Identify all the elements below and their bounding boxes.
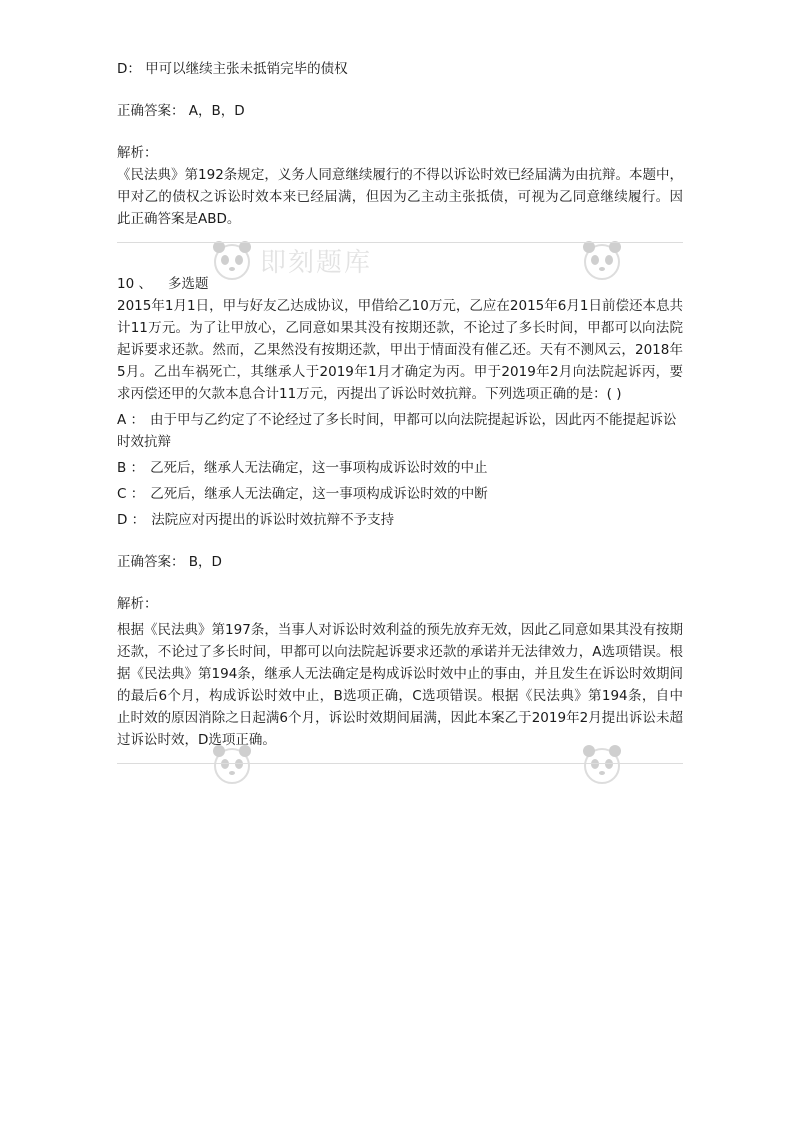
option-a-letter: A ： bbox=[117, 412, 145, 428]
option-c-text: 乙死后，继承人无法确定，这一事项构成诉讼时效的中断 bbox=[150, 486, 488, 502]
option-a-text: 由于甲与乙约定了不论经过了多长时间，甲都可以向法院提起诉讼，因此丙不能提起诉讼时效抗辩 bbox=[117, 412, 677, 450]
option-b-letter: B ： bbox=[117, 460, 145, 476]
prev-answer-value: A，B，D bbox=[188, 103, 245, 119]
analysis-label: 解析： bbox=[117, 596, 158, 612]
option-d-text: 法院应对丙提出的诉讼时效抗辩不予支持 bbox=[151, 512, 395, 528]
analysis-text: 根据《民法典》第197条，当事人对诉讼时效利益的预先放弃无效，因此乙同意如果其没有按期还款，不论过了多长时间，甲都可以向法院起诉要求还款的承诺并无法律效力，A选项错误。根据《民法典》第194条，继承人无法确定是构成诉讼时效中止的事由，并且发生在诉讼时效期间的最后6个月，构成诉讼时效中止，B选项正确，C选项错误。根据《民法典》第194条，自中止时效的原因消除之日起满6个月，诉讼时效期间届满，因此本案乙于2019年2月提出诉讼未超过诉讼时效，D选项正确。 bbox=[117, 622, 683, 748]
option-a bbox=[117, 409, 683, 453]
prev-analysis-label: 解析： bbox=[117, 145, 158, 161]
option-b bbox=[117, 457, 683, 479]
answer bbox=[117, 551, 683, 573]
prev-analysis-text: 《民法典》第192条规定，义务人同意继续履行的不得以诉讼时效已经届满为由抗辩。本题中，甲对乙的债权之诉讼时效本来已经届满，但因为乙主动主张抵债，可视为乙同意继续履行。因此正确答案是ABD。 bbox=[117, 167, 683, 227]
option-d-letter: D ： bbox=[117, 512, 146, 528]
option-b-text: 乙死后，继承人无法确定，这一事项构成诉讼时效的中止 bbox=[150, 460, 488, 476]
option-c bbox=[117, 483, 683, 505]
prev-option-d: D： 甲可以继续主张未抵销完毕的债权 bbox=[117, 61, 348, 77]
answer-label: 正确答案： bbox=[117, 554, 185, 570]
option-d bbox=[117, 509, 683, 531]
question-number: 10 、 bbox=[117, 276, 152, 292]
question-type: 多选题 bbox=[167, 276, 209, 292]
section-divider bbox=[117, 763, 683, 764]
question-header bbox=[117, 273, 683, 295]
answer-value: B，D bbox=[188, 554, 222, 570]
prev-answer-label: 正确答案： bbox=[117, 103, 185, 119]
watermark-text: 即刻题库 bbox=[260, 247, 373, 278]
option-c-letter: C ： bbox=[117, 486, 145, 502]
question-stem: 2015年1月1日，甲与好友乙达成协议，甲借给乙10万元，乙应在2015年6月1日前偿还本息共计11万元。为了让甲放心，乙同意如果其没有按期还款，不论过了多长时间，甲都可以向法院起诉要求还款。然而，乙果然没有按期还款，甲出于情面没有催乙还。天有不测风云，2018年5月。乙出车祸死亡，其继承人于2019年1月才确定为丙。甲于2019年2月向法院起诉丙，要求丙偿还甲的欠款本息合计11万元，丙提出了诉讼时效抗辩。下列选项正确的是：( ) bbox=[117, 298, 683, 402]
document-content bbox=[117, 58, 683, 764]
prev-answer bbox=[117, 100, 683, 122]
